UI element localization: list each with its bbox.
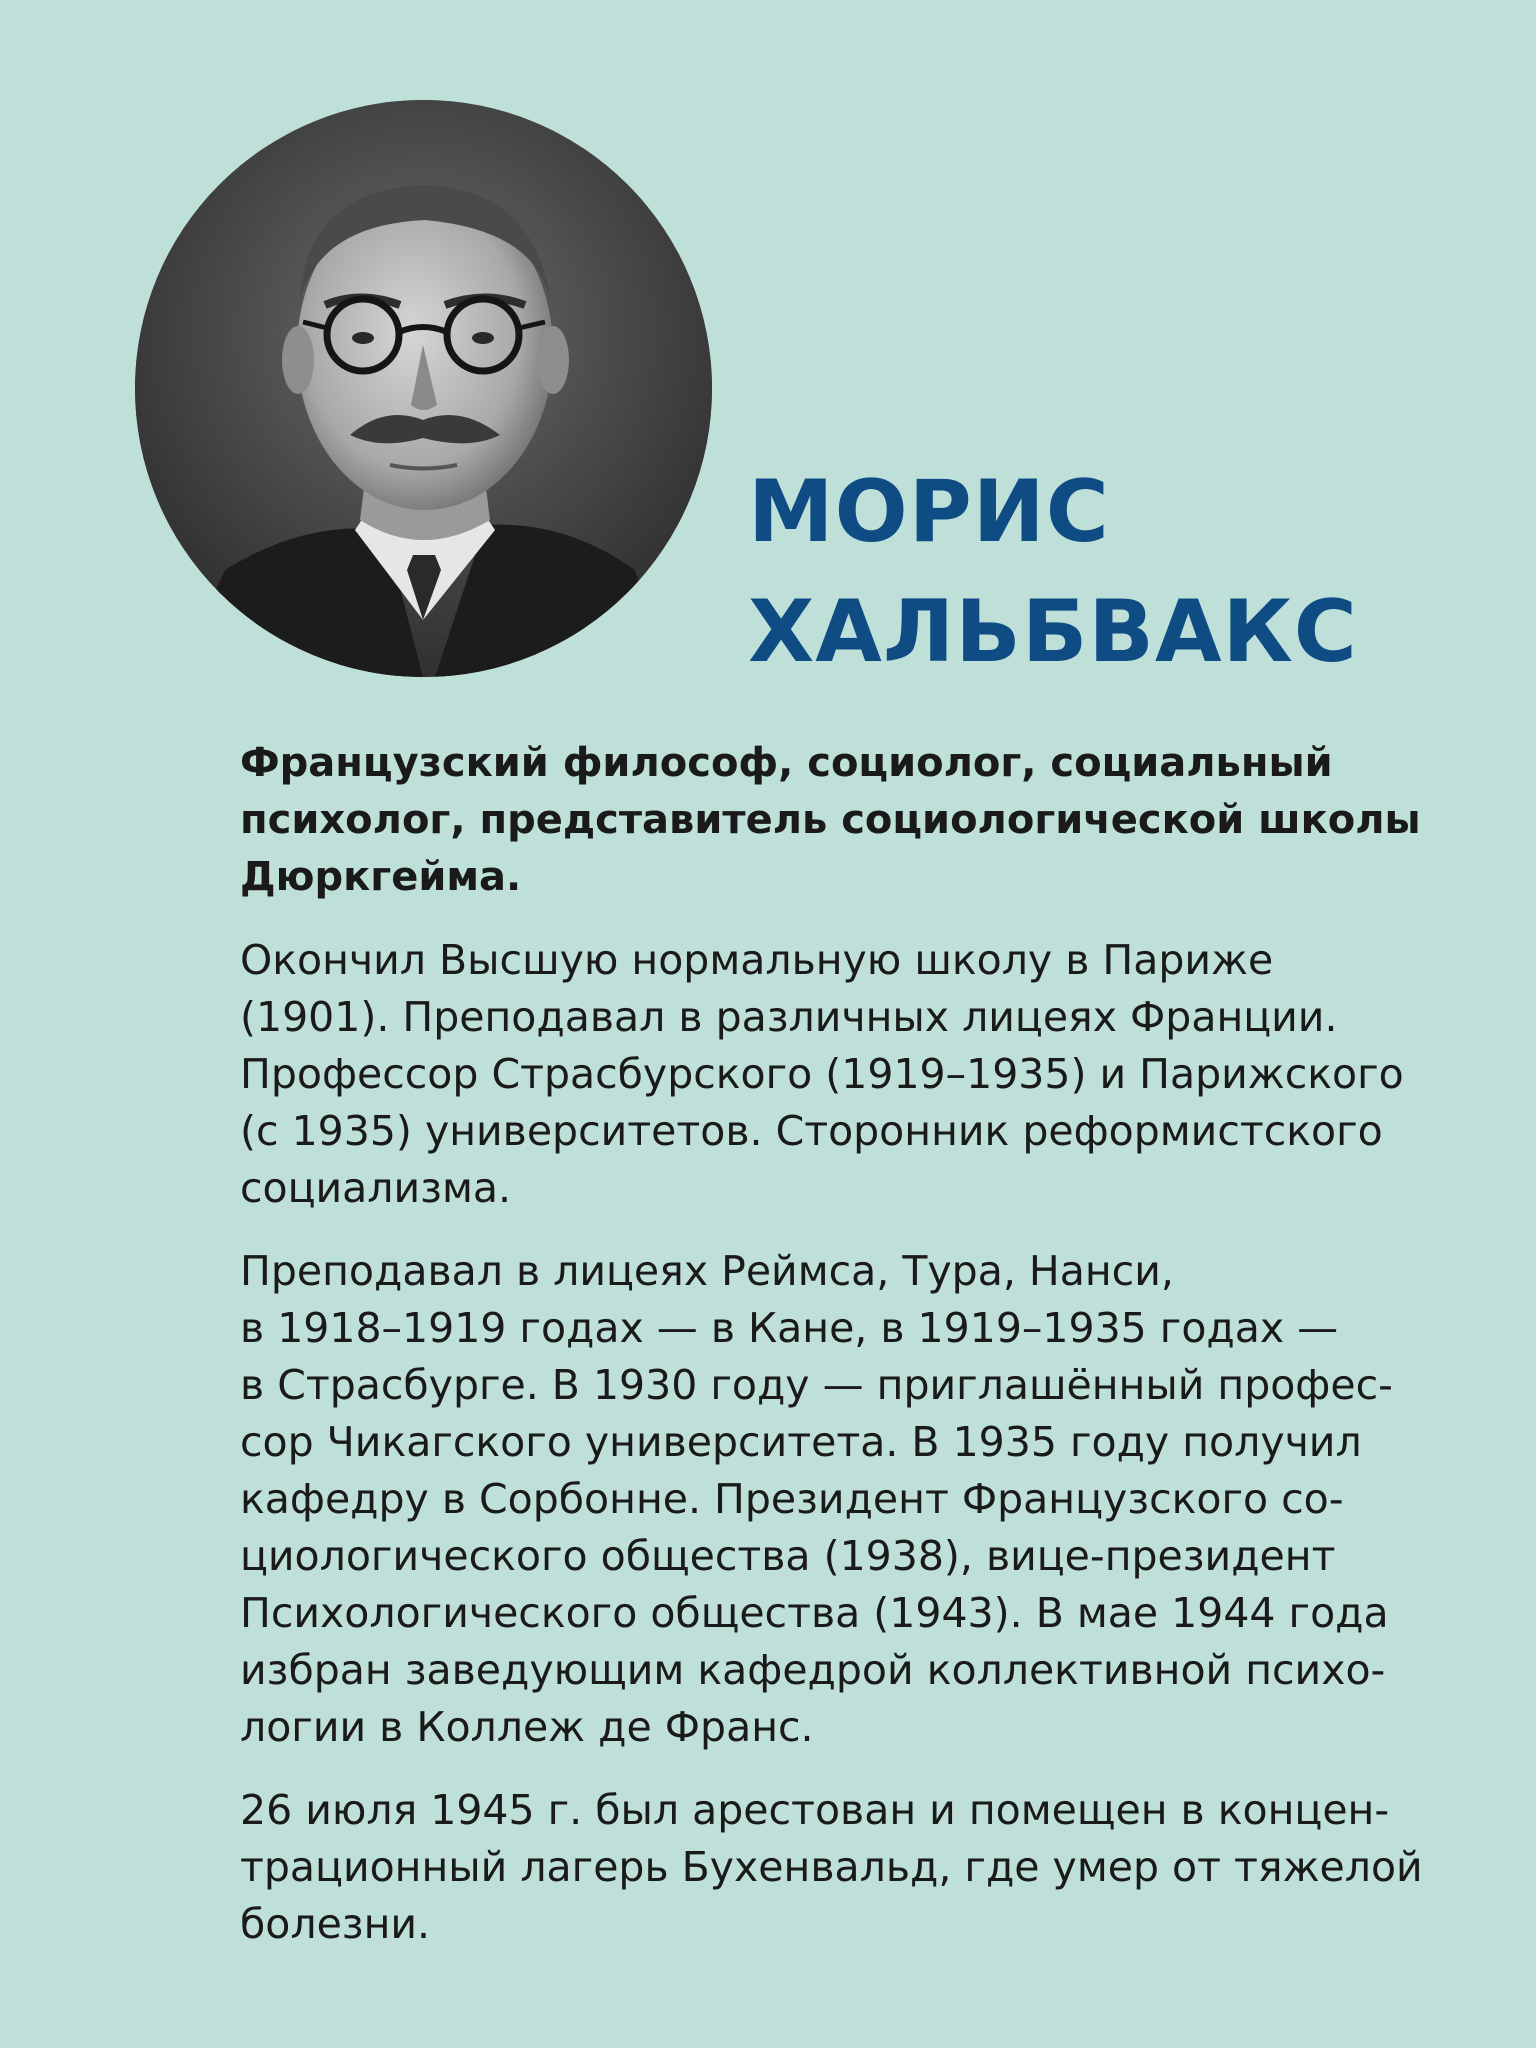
lead-line: психолог, представитель социологической школы bbox=[240, 797, 1421, 843]
text-line: циологического общества (1938), вице-президент bbox=[240, 1532, 1336, 1580]
text-line: болезни. bbox=[240, 1900, 431, 1948]
text-line: Профессор Страсбурского (1919–1935) и Парижского bbox=[240, 1050, 1404, 1098]
career-paragraph bbox=[240, 1243, 1420, 1756]
text-line: в Страсбурге. В 1930 году — приглашённый профес- bbox=[240, 1361, 1393, 1409]
text-line: Преподавал в лицеях Реймса, Тура, Нанси, bbox=[240, 1247, 1174, 1295]
lead-line: Дюркгейма. bbox=[240, 854, 522, 900]
text-line: 26 июля 1945 г. был арестован и помещен в концен- bbox=[240, 1786, 1390, 1834]
death-paragraph bbox=[240, 1782, 1423, 1953]
text-line: (с 1935) университетов. Сторонник реформистского bbox=[240, 1107, 1383, 1155]
portrait-illustration bbox=[135, 100, 712, 677]
biography bbox=[240, 735, 1423, 1979]
text-line: социализма. bbox=[240, 1164, 512, 1212]
last-name: ХАЛЬБВАКС bbox=[748, 582, 1358, 682]
text-line: сор Чикагского университета. В 1935 году получил bbox=[240, 1418, 1362, 1466]
text-line: кафедру в Сорбонне. Президент Французского со- bbox=[240, 1475, 1344, 1523]
lead-paragraph bbox=[240, 735, 1420, 906]
text-line: Окончил Высшую нормальную школу в Париже bbox=[240, 936, 1274, 984]
lead-line: Французский философ, социолог, социальный bbox=[240, 740, 1333, 786]
text-line: в 1918–1919 годах — в Кане, в 1919–1935 годах — bbox=[240, 1304, 1339, 1352]
text-line: избран заведующим кафедрой коллективной психо- bbox=[240, 1646, 1386, 1694]
portrait-photo bbox=[135, 100, 712, 677]
text-line: (1901). Преподавал в различных лицеях Франции. bbox=[240, 993, 1338, 1041]
first-name: МОРИС bbox=[748, 462, 1110, 562]
text-line: Психологического общества (1943). В мае 1944 года bbox=[240, 1589, 1389, 1637]
text-line: логии в Коллеж де Франс. bbox=[240, 1703, 814, 1751]
text-line: трационный лагерь Бухенвальд, где умер от тяжелой bbox=[240, 1843, 1423, 1891]
education-paragraph bbox=[240, 932, 1420, 1217]
person-name bbox=[748, 452, 1358, 692]
